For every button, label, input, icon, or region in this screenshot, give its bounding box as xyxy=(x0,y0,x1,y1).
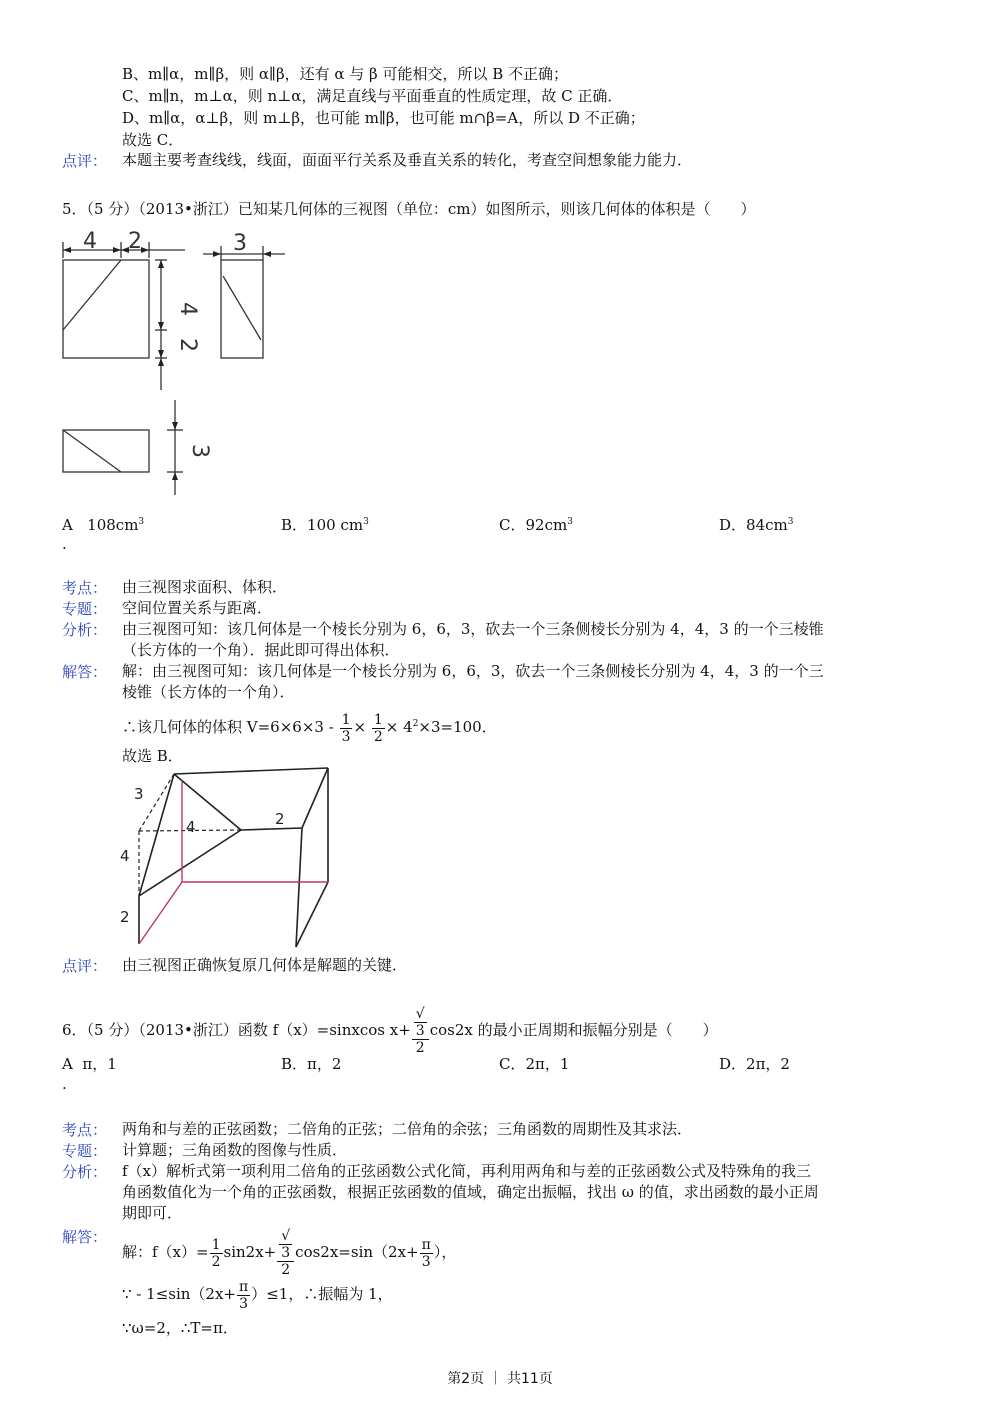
q6-kaodian-label: 考点： xyxy=(62,1121,108,1139)
prev-line-d: D、m∥α，α⊥β，则 m⊥β，也可能 m∥β，也可能 m∩β=A，所以 D 不正确； xyxy=(122,109,645,127)
q6-solution-line1: 解：f（x）= $\frac{1}{2}$ sin2x+ √ 3 2 cos2x=sin（2x+ $\frac{\pi}{3}$ ）， xyxy=(122,1228,457,1278)
solid-figure-diagram xyxy=(112,764,342,954)
q5-stem: 5．（5 分）（2013•浙江）已知某几何体的三视图（单位：cm）如图所示，则该几何体的体积是（ ） xyxy=(62,200,756,218)
q5-fenxi-2: （长方体的一个角）．据此即可得出体积． xyxy=(122,641,400,659)
q5-fenxi-1: 由三视图可知：该几何体是一个棱长分别为 6，6，3，砍去一个三条侧棱长分别为 4，4，3 的一个三棱锥 xyxy=(122,620,824,638)
q5-fenxi-label: 分析： xyxy=(62,621,108,639)
q6-fenxi-label: 分析： xyxy=(62,1163,108,1181)
q5-option-c[interactable]: C．$92cm^3$ xyxy=(499,516,573,534)
q6-fenxi-2: 角函数值化为一个角的正弦函数，根据正弦函数的值域，确定出振幅，找出 ω 的值，求出函数的最小正周 xyxy=(122,1183,819,1201)
q5-choose: 故选 B． xyxy=(122,747,183,765)
fig-label-2-top: 2 xyxy=(275,810,285,828)
q6-solution-line2: ∵ - 1≤sin（2x+ $\frac{\pi}{3}$ ）≤1，∴振幅为 1， xyxy=(122,1278,393,1312)
q6-kaodian: 两角和与差的正弦函数；二倍角的正弦；二倍角的余弦；三角函数的周期性及其求法． xyxy=(122,1120,693,1138)
dim-v2-label: 2 xyxy=(175,338,200,352)
q5-jieda-1: 解：由三视图可知：该几何体是一个棱长分别为 6，6，3，砍去一个三条侧棱长分别为 4，4，3 的一个三 xyxy=(122,662,824,680)
q6-option-a[interactable]: A π，1 xyxy=(62,1055,117,1073)
q5-kaodian-label: 考点： xyxy=(62,579,108,597)
fig-label-2-side: 2 xyxy=(120,908,130,926)
dim-2-label: 2 xyxy=(128,230,142,254)
q6-fenxi-3: 期即可． xyxy=(122,1204,183,1222)
q6-option-c[interactable]: C．2π，1 xyxy=(499,1055,570,1073)
q5-option-b[interactable]: B．100 $cm^3$ xyxy=(281,516,369,534)
q5-dianping: 由三视图正确恢复原几何体是解题的关键． xyxy=(122,956,408,974)
q6-option-d[interactable]: D．2π，2 xyxy=(719,1055,790,1073)
q6-fenxi-1: f（x）解析式第一项利用二倍角的正弦函数公式化简，再利用两角和与差的正弦函数公式及特殊角的我三 xyxy=(122,1162,812,1180)
fig-label-4-side: 4 xyxy=(120,847,130,865)
dim-v4-label: 4 xyxy=(175,302,200,316)
q5-kaodian: 由三视图求面积、体积． xyxy=(122,578,288,596)
q5-zhuanti: 空间位置关系与距离． xyxy=(122,599,273,617)
page-footer: 第2页 ｜ 共11页 xyxy=(447,1371,553,1387)
prev-line-b: B、m∥α，m∥β，则 α∥β，还有 α 与 β 可能相交，所以 B 不正确； xyxy=(122,65,569,83)
fig-label-3: 3 xyxy=(134,785,144,803)
prev-line-c: C、m∥n，m⊥α，则 n⊥α，满足直线与平面垂直的性质定理，故 C 正确． xyxy=(122,87,623,105)
dim-3-label: 3 xyxy=(233,231,247,256)
three-view-diagram xyxy=(55,230,305,500)
q6-zhuanti: 计算题；三角函数的图像与性质． xyxy=(122,1141,348,1159)
q6-option-b[interactable]: B．π，2 xyxy=(281,1055,342,1073)
q5-jieda-label: 解答： xyxy=(62,663,108,681)
q6-option-a-dot: . xyxy=(62,1075,67,1093)
q6-jieda-label: 解答： xyxy=(62,1228,108,1246)
q5-option-d[interactable]: D．$84cm^3$ xyxy=(719,516,794,534)
dim-v3-label: 3 xyxy=(187,444,212,458)
prev-comment-label: 点评： xyxy=(62,152,108,170)
q6-zhuanti-label: 专题： xyxy=(62,1142,108,1160)
q5-volume-formula: ∴该几何体的体积 V=6×6×3 - $\frac{1}{3}$ × $\frac{1}{2}$ × $4^2\times 3=100$． xyxy=(122,711,497,745)
fig-label-4-inner: 4 xyxy=(186,818,196,836)
q5-option-a-dot: . xyxy=(62,535,67,553)
q5-zhuanti-label: 专题： xyxy=(62,600,108,618)
prev-comment: 本题主要考查线线，线面，面面平行关系及垂直关系的转化，考查空间想象能力能力． xyxy=(122,151,693,169)
q5-dianping-label: 点评： xyxy=(62,957,108,975)
q5-option-a[interactable]: A $108cm^3$ xyxy=(62,516,145,534)
q6-solution-line3: ∵ω=2，∴T=π． xyxy=(122,1319,238,1337)
dim-4-label: 4 xyxy=(83,230,97,254)
prev-line-choose: 故选 C． xyxy=(122,131,184,149)
q5-jieda-2: 棱锥（长方体的一个角）． xyxy=(122,683,295,701)
q6-stem: 6．（5 分）（2013•浙江）函数 f（x）=sinxcos x+ √ 3 2 cos2x 的最小正周期和振幅分别是（ ） xyxy=(62,1006,718,1056)
